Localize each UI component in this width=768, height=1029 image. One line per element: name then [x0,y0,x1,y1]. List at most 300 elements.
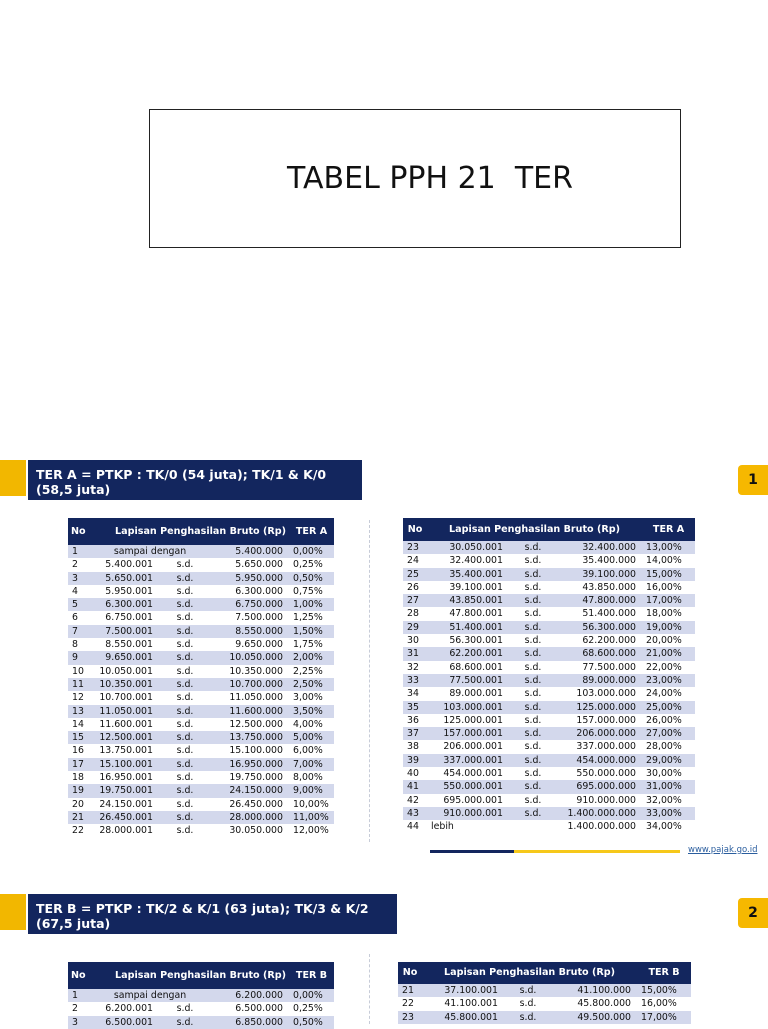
title-box [149,109,681,248]
range-lower: 15.100.001 [87,758,157,771]
range-separator: s.d. [157,651,213,664]
row-number: 27 [403,594,427,607]
row-number: 3 [68,1016,87,1029]
range-separator: s.d. [157,824,213,837]
range-separator: s.d. [507,767,559,780]
range-lower: 454.000.001 [427,767,507,780]
row-number: 31 [403,647,427,660]
ter-rate: 15,00% [642,568,695,581]
range-lower: 7.500.001 [87,625,157,638]
ter-rate: 23,00% [642,674,695,687]
row-number: 28 [403,607,427,620]
ter-rate: 1,25% [289,611,334,624]
range-separator: s.d. [507,687,559,700]
row-number: 7 [68,625,87,638]
range-separator: s.d. [157,585,213,598]
row-number: 23 [403,541,427,554]
range-upper: 206.000.000 [559,727,642,740]
ter-rate: 9,00% [289,784,334,797]
ter-rate: 20,00% [642,634,695,647]
range-separator: s.d. [157,758,213,771]
table-row [68,545,334,558]
table-row [403,607,695,620]
row-number: 21 [68,811,87,824]
ter-rate: 0,75% [289,585,334,598]
section-b-heading [28,894,397,934]
range-upper: 51.400.000 [559,607,642,620]
range-separator: s.d. [502,997,554,1010]
row-number: 19 [68,784,87,797]
row-number: 18 [68,771,87,784]
header-no: No [403,518,427,541]
range-lower: 62.200.001 [427,647,507,660]
table-row [68,625,334,638]
ter-rate: 2,25% [289,665,334,678]
range-lower: 19.750.001 [87,784,157,797]
ter-rate: 29,00% [642,754,695,767]
range-upper: 8.550.000 [213,625,289,638]
table-row [68,731,334,744]
header-range: Lapisan Penghasilan Bruto (Rp) [87,962,289,989]
range-separator: s.d. [507,607,559,620]
range-lower: 5.400.001 [87,558,157,571]
range-upper: 24.150.000 [213,784,289,797]
range-upper: 1.400.000.000 [559,820,642,833]
range-separator: s.d. [507,541,559,554]
ter-b-table-right [398,962,691,1024]
row-number: 37 [403,727,427,740]
range-upper: 26.450.000 [213,798,289,811]
range-upper: 49.500.000 [554,1011,637,1024]
ter-a-table-left [68,518,334,838]
table-row [398,997,691,1010]
range-lower: 39.100.001 [427,581,507,594]
range-upper: 13.750.000 [213,731,289,744]
ter-rate: 13,00% [642,541,695,554]
ter-b-left-body [68,989,334,1029]
table-row [403,541,695,554]
table-row [403,581,695,594]
row-number: 20 [68,798,87,811]
header-rate: TER B [637,962,691,984]
table-row [68,665,334,678]
range-lower: 337.000.001 [427,754,507,767]
ter-rate: 17,00% [637,1011,691,1024]
row-number: 16 [68,744,87,757]
header-rate: TER A [289,518,334,545]
table-row [403,661,695,674]
table-row [403,740,695,753]
table-row [68,798,334,811]
table-row [403,634,695,647]
row-number: 5 [68,598,87,611]
ter-rate: 16,00% [637,997,691,1010]
range-upper: 12.500.000 [213,718,289,731]
ter-b-right-body [398,984,691,1024]
range-separator: s.d. [157,744,213,757]
table-row [403,621,695,634]
range-lower: 51.400.001 [427,621,507,634]
ter-rate: 25,00% [642,701,695,714]
range-lower: 6.300.001 [87,598,157,611]
range-separator: s.d. [507,661,559,674]
range-upper: 6.500.000 [213,1002,289,1015]
row-number: 36 [403,714,427,727]
ter-rate: 3,00% [289,691,334,704]
row-number: 43 [403,807,427,820]
ter-rate: 11,00% [289,811,334,824]
ter-rate: 18,00% [642,607,695,620]
ter-rate: 16,00% [642,581,695,594]
table-row [68,651,334,664]
ter-rate: 12,00% [289,824,334,837]
range-separator: s.d. [507,568,559,581]
range-lower: 206.000.001 [427,740,507,753]
range-separator: s.d. [157,611,213,624]
row-number: 32 [403,661,427,674]
range-lower: 103.000.001 [427,701,507,714]
row-number: 26 [403,581,427,594]
range-upper: 68.600.000 [559,647,642,660]
range-upper: 62.200.000 [559,634,642,647]
row-number: 2 [68,1002,87,1015]
page-title: TABEL PPH 21 TER [287,161,573,196]
range-lower: 47.800.001 [427,607,507,620]
section-a-heading-line1: TER A = PTKP : TK/0 (54 juta); TK/1 & K/0 [36,467,327,482]
table-row [68,824,334,837]
table-row [68,811,334,824]
ter-rate: 0,50% [289,572,334,585]
range-upper: 337.000.000 [559,740,642,753]
ter-rate: 1,50% [289,625,334,638]
range-lower: 125.000.001 [427,714,507,727]
range-lower: 41.100.001 [422,997,502,1010]
range-upper: 6.300.000 [213,585,289,598]
ter-rate: 24,00% [642,687,695,700]
table-row [68,758,334,771]
row-number: 38 [403,740,427,753]
table-row [398,984,691,997]
page-number-badge: 2 [738,898,768,928]
section-b-heading-line2: (67,5 juta) [36,916,111,931]
row-number: 3 [68,572,87,585]
range-separator: s.d. [507,740,559,753]
table-row [403,794,695,807]
range-upper: 9.650.000 [213,638,289,651]
row-number: 44 [403,820,427,833]
ter-rate: 0,50% [289,1016,334,1029]
table-row [403,701,695,714]
header-range: Lapisan Penghasilan Bruto (Rp) [87,518,289,545]
table-row [68,771,334,784]
range-separator: s.d. [157,625,213,638]
table-row [403,647,695,660]
range-lower: 77.500.001 [427,674,507,687]
range-separator: s.d. [507,754,559,767]
range-lower: 30.050.001 [427,541,507,554]
table-row [68,691,334,704]
range-upper: 695.000.000 [559,780,642,793]
ter-rate: 27,00% [642,727,695,740]
range-separator: s.d. [157,784,213,797]
table-row [68,611,334,624]
header-rate: TER B [289,962,334,989]
range-lower: 12.500.001 [87,731,157,744]
row-number: 30 [403,634,427,647]
row-number: 1 [68,545,87,558]
table-row [403,568,695,581]
row-number: 23 [398,1011,422,1024]
range-lower: 56.300.001 [427,634,507,647]
range-upper: 30.050.000 [213,824,289,837]
ter-rate: 34,00% [642,820,695,833]
ter-rate: 19,00% [642,621,695,634]
range-lower: 11.050.001 [87,705,157,718]
header-no: No [68,518,87,545]
table-row [403,674,695,687]
page-number-badge: 1 [738,465,768,495]
ter-rate: 2,00% [289,651,334,664]
range-lower: 68.600.001 [427,661,507,674]
range-upper: 7.500.000 [213,611,289,624]
range-upper: 15.100.000 [213,744,289,757]
ter-rate: 7,00% [289,758,334,771]
range-lower: 5.650.001 [87,572,157,585]
range-lower: 43.850.001 [427,594,507,607]
range-upper: 11.050.000 [213,691,289,704]
range-separator: s.d. [157,811,213,824]
table-row [68,784,334,797]
section-b-heading-line1: TER B = PTKP : TK/2 & K/1 (63 juta); TK/3 & K/2 [36,901,369,916]
ter-rate: 6,00% [289,744,334,757]
range-lower: 11.600.001 [87,718,157,731]
table-row [68,989,334,1002]
row-number: 4 [68,585,87,598]
ter-a-table-right [403,518,695,834]
ter-rate: 17,00% [642,594,695,607]
ter-rate: 14,00% [642,554,695,567]
range-separator: s.d. [507,554,559,567]
row-number: 25 [403,568,427,581]
table-row [403,820,695,833]
range-upper: 6.850.000 [213,1016,289,1029]
range-separator: s.d. [507,807,559,820]
ter-rate: 0,25% [289,1002,334,1015]
range-lower: 16.950.001 [87,771,157,784]
range-separator: s.d. [157,638,213,651]
table-row [403,754,695,767]
range-upper: 550.000.000 [559,767,642,780]
range-upper: 10.050.000 [213,651,289,664]
range-separator: s.d. [507,621,559,634]
ter-rate: 1,75% [289,638,334,651]
range-separator: s.d. [502,1011,554,1024]
range-separator: s.d. [507,634,559,647]
range-upper: 125.000.000 [559,701,642,714]
ter-rate: 10,00% [289,798,334,811]
range-separator: s.d. [157,691,213,704]
row-number: 1 [68,989,87,1002]
table-row [403,554,695,567]
row-number: 6 [68,611,87,624]
range-lower: 550.000.001 [427,780,507,793]
range-separator: s.d. [502,984,554,997]
range-upper: 10.350.000 [213,665,289,678]
row-number: 21 [398,984,422,997]
ter-rate: 0,00% [289,989,334,1002]
table-row [403,767,695,780]
range-separator: s.d. [157,1016,213,1029]
range-label: sampai dengan [87,545,213,558]
range-upper: 43.850.000 [559,581,642,594]
range-lower: 157.000.001 [427,727,507,740]
range-lower: 37.100.001 [422,984,502,997]
ter-rate: 8,00% [289,771,334,784]
range-upper: 56.300.000 [559,621,642,634]
range-upper: 41.100.000 [554,984,637,997]
row-number: 10 [68,665,87,678]
row-number: 22 [398,997,422,1010]
table-row [68,1016,334,1029]
ter-rate: 26,00% [642,714,695,727]
header-range: Lapisan Penghasilan Bruto (Rp) [427,518,642,541]
range-lower: 89.000.001 [427,687,507,700]
ter-rate: 21,00% [642,647,695,660]
ter-rate: 22,00% [642,661,695,674]
row-number: 35 [403,701,427,714]
range-separator: s.d. [507,794,559,807]
row-number: 11 [68,678,87,691]
row-number: 34 [403,687,427,700]
range-lower: 6.750.001 [87,611,157,624]
range-upper: 5.950.000 [213,572,289,585]
range-lower: 10.700.001 [87,691,157,704]
ter-rate: 0,25% [289,558,334,571]
range-lower: 10.350.001 [87,678,157,691]
range-upper: 11.600.000 [213,705,289,718]
ter-a-right-body [403,541,695,834]
row-number: 33 [403,674,427,687]
ter-rate: 0,00% [289,545,334,558]
header-no: No [68,962,87,989]
row-number: 41 [403,780,427,793]
range-upper: 103.000.000 [559,687,642,700]
column-divider [369,520,370,842]
table-row [403,727,695,740]
table-row [403,594,695,607]
section-a-heading-line2: (58,5 juta) [36,482,111,497]
range-upper: 45.800.000 [554,997,637,1010]
range-lower: 35.400.001 [427,568,507,581]
table-row [68,678,334,691]
range-separator: s.d. [507,581,559,594]
table-row [68,572,334,585]
ter-rate: 31,00% [642,780,695,793]
table-row [68,705,334,718]
range-upper: 1.400.000.000 [559,807,642,820]
range-upper: 910.000.000 [559,794,642,807]
range-lower: 10.050.001 [87,665,157,678]
range-separator: s.d. [157,771,213,784]
ter-rate: 28,00% [642,740,695,753]
row-number: 17 [68,758,87,771]
range-separator: s.d. [157,572,213,585]
range-separator: s.d. [507,727,559,740]
table-row [403,687,695,700]
range-separator: s.d. [157,1002,213,1015]
range-lower: 5.950.001 [87,585,157,598]
ter-rate: 1,00% [289,598,334,611]
table-row [403,714,695,727]
row-number: 9 [68,651,87,664]
row-number: 2 [68,558,87,571]
range-separator: s.d. [157,678,213,691]
range-upper: 454.000.000 [559,754,642,767]
range-lower: 26.450.001 [87,811,157,824]
ter-rate: 2,50% [289,678,334,691]
range-separator: s.d. [157,598,213,611]
section-a-heading [28,460,362,500]
row-number: 14 [68,718,87,731]
range-lower: 32.400.001 [427,554,507,567]
range-separator: s.d. [157,665,213,678]
range-lower: 6.200.001 [87,1002,157,1015]
range-upper: 6.750.000 [213,598,289,611]
header-range: Lapisan Penghasilan Bruto (Rp) [422,962,637,984]
range-lower: 45.800.001 [422,1011,502,1024]
range-lower: 8.550.001 [87,638,157,651]
range-lower: 695.000.001 [427,794,507,807]
range-separator: s.d. [507,701,559,714]
range-separator: s.d. [507,647,559,660]
table-row [68,558,334,571]
source-link[interactable]: www.pajak.go.id [688,845,758,855]
range-upper: 28.000.000 [213,811,289,824]
range-separator: s.d. [157,718,213,731]
section-a-accent-bar [0,460,26,496]
range-lower: 13.750.001 [87,744,157,757]
range-upper: 19.750.000 [213,771,289,784]
column-divider [369,954,370,1024]
header-rate: TER A [642,518,695,541]
range-lower: 6.500.001 [87,1016,157,1029]
range-lower: 24.150.001 [87,798,157,811]
range-lower: 910.000.001 [427,807,507,820]
table-row [403,780,695,793]
range-upper: 157.000.000 [559,714,642,727]
range-upper: 35.400.000 [559,554,642,567]
table-row [68,598,334,611]
range-separator: s.d. [507,594,559,607]
table-row [398,1011,691,1024]
row-number: 39 [403,754,427,767]
table-row [68,585,334,598]
table-row [68,1002,334,1015]
range-separator: s.d. [157,731,213,744]
row-number: 29 [403,621,427,634]
ter-rate: 32,00% [642,794,695,807]
table-row [68,718,334,731]
range-upper: 77.500.000 [559,661,642,674]
range-label: lebih [427,820,559,833]
range-upper: 6.200.000 [213,989,289,1002]
table-row [403,807,695,820]
ter-rate: 3,50% [289,705,334,718]
row-number: 40 [403,767,427,780]
range-separator: s.d. [507,714,559,727]
range-upper: 16.950.000 [213,758,289,771]
row-number: 24 [403,554,427,567]
